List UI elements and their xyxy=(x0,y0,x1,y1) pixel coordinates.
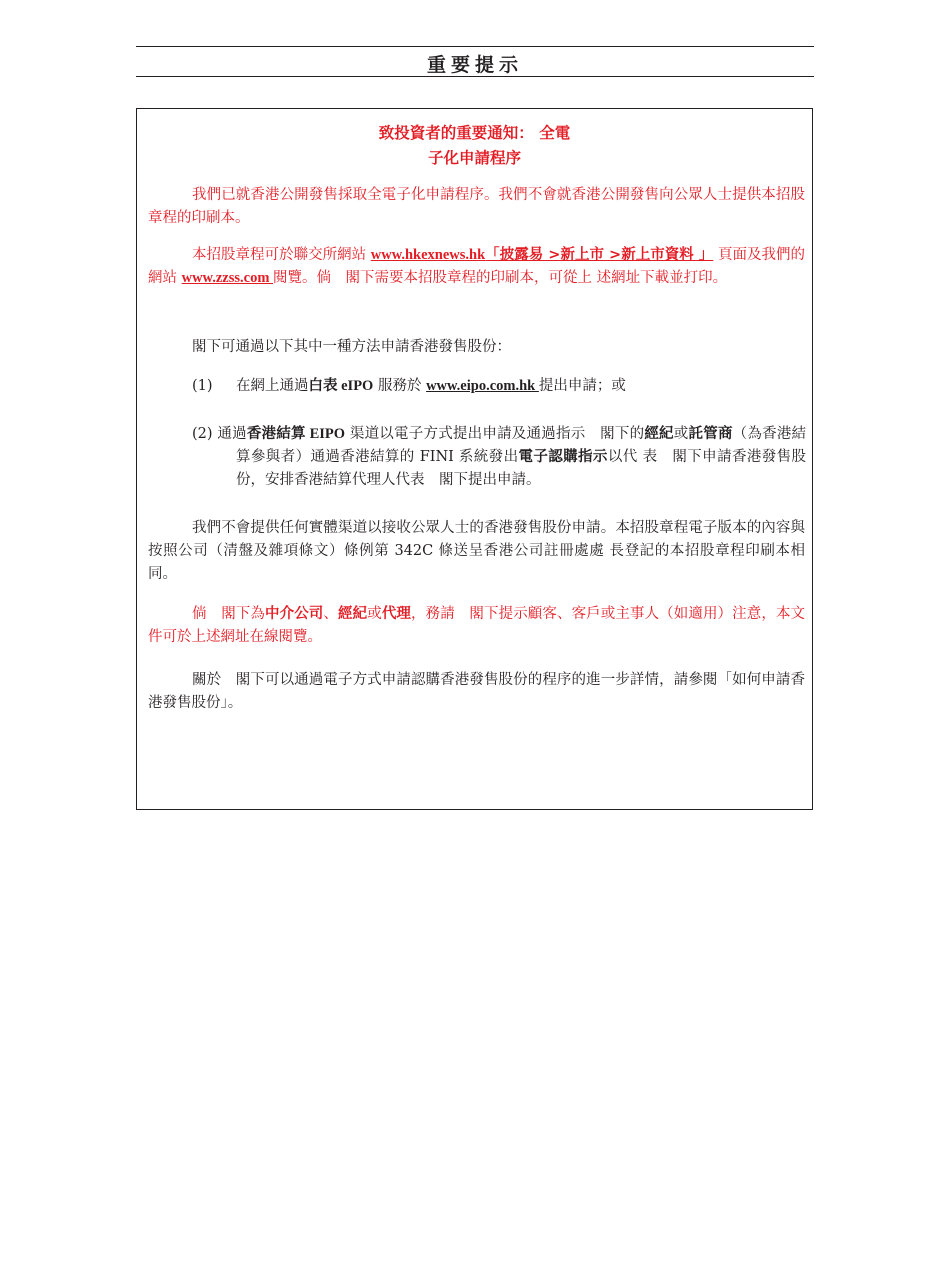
p5-a: 倘 閣下為 xyxy=(192,606,265,622)
paragraph-further-details: 關於 閣下可以通過電子方式申請認購香港發售股份的程序的進一步詳情，請參閱「如何申請香港發售股份」。 xyxy=(148,672,805,711)
hkexnews-link[interactable]: www.hkexnews.hk xyxy=(370,247,486,263)
broker-label: 經紀 xyxy=(644,426,674,442)
method-2-text-d: 以代 表 閣下申請香港發售股份，安排香港結算代理人代表 閣下提出申請。 xyxy=(236,449,807,488)
method-2-text-b: 渠道以電子方式提出申請及通過指示 閣下的 xyxy=(345,426,645,442)
custodian-label: 託管商 xyxy=(688,426,733,442)
p5-or: 或 xyxy=(367,606,382,622)
eipo-website-link[interactable]: www.eipo.com.hk xyxy=(426,378,539,394)
method-1-text-c: 提出申請；或 xyxy=(538,378,626,394)
method-item-1 xyxy=(192,375,802,398)
method-1-text-b: 服務於 xyxy=(373,378,427,394)
method-item-2 xyxy=(192,423,806,492)
method-2-text-a: 通過 xyxy=(212,426,247,442)
paragraph-electronic-only: 我們已就香港公開發售採取全電子化申請程序。我們不會就香港公開發售向公眾人士提供本招股章程的印刷本。 xyxy=(148,187,805,226)
p2-after: 閱覽。倘 閣下需要本招股章程的印刷本，可從上 述網址下載並打印。 xyxy=(273,270,728,286)
agent-label: 代理 xyxy=(381,606,412,622)
paragraph-intermediaries xyxy=(148,603,805,649)
eipo-label: eIPO xyxy=(337,378,374,394)
page-title: 重要提示 xyxy=(426,54,523,76)
white-form-label: 白表 xyxy=(308,378,338,394)
paragraph-methods-intro: 閣下可通過以下其中一種方法申請香港發售股份： xyxy=(192,339,511,355)
hkscc-label: 香港結算 xyxy=(246,426,306,442)
p5-sep: 、 xyxy=(323,606,338,622)
p2-middle: 頁面及我們的網站 xyxy=(148,247,806,286)
method-2-text-c: （為香港結算參與者）通過香港結算的 FINI 系統發出 xyxy=(236,426,807,465)
notice-heading-line2: 子化申請程序 xyxy=(427,149,521,167)
method-1-text-a: 在網上通過 xyxy=(236,378,309,394)
method-2-number: (2) xyxy=(192,426,213,442)
hkscc-eipo-label: EIPO xyxy=(305,426,346,442)
broker-label-2: 經紀 xyxy=(338,606,368,622)
notice-heading-line1: 致投資者的重要通知： 全電 xyxy=(378,124,571,142)
intermediary-label: 中介公司 xyxy=(265,606,324,622)
method-1-number: (1) xyxy=(192,378,213,394)
paragraph-where-to-view xyxy=(148,244,805,290)
hkexnews-section-path[interactable]: 「披露易 >新上市 >新上市資料 」 xyxy=(485,247,714,263)
paragraph-no-physical-channel: 我們不會提供任何實體渠道以接收公眾人士的香港發售股份申請。本招股章程電子版本的內容與按照公司（清盤及雜項條文）條例第 342C 條送呈香港公司註冊處處 長登記的本招股章程印刷本相同。 xyxy=(148,520,805,582)
notice-box xyxy=(136,108,813,810)
method-2-or: 或 xyxy=(673,426,689,442)
p2-before: 本招股章程可於聯交所網站 xyxy=(192,247,371,263)
header-rule-top xyxy=(136,46,814,47)
header-rule-bottom xyxy=(136,76,814,77)
company-website-link[interactable]: www.zzss.com xyxy=(181,270,274,286)
electronic-instruction-label: 電子認購指示 xyxy=(518,449,608,465)
p5-b: ，務請 閣下提示顧客、客戶或主事人（如適用）注意，本文件可於上述網址在線閱覽。 xyxy=(148,606,806,645)
